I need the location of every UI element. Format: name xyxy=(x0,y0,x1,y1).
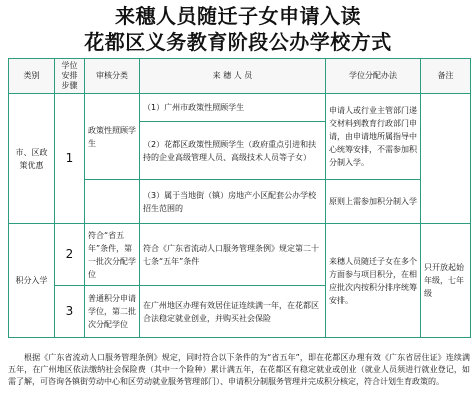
points-step2-review: 符合“省五年”条件，第一批次分配学位 xyxy=(85,224,140,286)
policy-item-2: （2）花都区政策性照顾学生（政府重点引进和扶持的企业高级管理人员、高级技术人员等子女） xyxy=(140,122,326,180)
points-step3-persons: 在广州地区办理有效居住证连续满一年，在花都区合法稳定就业创业，并购买社会保险 xyxy=(140,286,326,338)
admission-table xyxy=(8,58,471,338)
table-row xyxy=(9,224,471,286)
footnote-paragraph: 根据《广东省流动人口服务管理条例》规定，同时符合以下条件的为“省五年”，即在花都区办理有效《广东省居住证》连续满五年，在广州地区依法缴纳社会保险费（其中一个险种）累计满五年，在花都区有稳定就业或创业（就业人员须进行就业登记，如需了解，可咨询各镇街劳动中心和区劳动就业服务管理部门）、申请积分制服务管理并完成积分核定，符合计划生育政策的。 xyxy=(8,353,470,386)
points-step3-order: 3 xyxy=(55,286,85,338)
policy-remark-cell xyxy=(421,94,471,224)
points-step2-order: 2 xyxy=(55,224,85,286)
policy-review-empty-cell xyxy=(85,180,140,224)
policy-item-1: （1）广州市政策性照顾学生 xyxy=(140,94,326,122)
policy-method-b: 原则上需参加积分制入学 xyxy=(326,180,421,224)
admission-table-wrapper xyxy=(8,58,470,338)
header-category: 类别 xyxy=(9,59,55,94)
points-remark-cell: 只开放起始年级，七年级 xyxy=(421,224,471,338)
page-title-line-2: 花都区义务教育阶段公办学校方式 xyxy=(84,30,392,54)
table-header-row xyxy=(9,59,471,94)
header-order: 学位安排步骤 xyxy=(55,59,85,94)
table-row xyxy=(9,94,471,122)
policy-review-cell: 政策性照顾学生 xyxy=(85,94,140,180)
policy-order-cell: 1 xyxy=(55,94,85,224)
points-step2-persons: 符合《广东省流动人口服务管理条例》规定第二十七条“五年”条件 xyxy=(140,224,326,286)
policy-method-a: 申请人或行业主管部门递交材料到教育行政部门申请，由申请地所属指导中心统筹安排，不需参加积分制入学。 xyxy=(326,94,421,180)
header-method: 学位分配办法 xyxy=(326,59,421,94)
header-persons: 来 穗 人 员 xyxy=(140,59,326,94)
points-step3-review: 普通积分申请学位，第二批次分配学位 xyxy=(85,286,140,338)
points-category-cell: 积分入学 xyxy=(9,224,55,338)
points-method-cell: 来穗人员随迁子女在多个方面参与项目积分，在相应批次内按积分排序统筹安排。 xyxy=(326,224,421,338)
header-review: 审核分类 xyxy=(85,59,140,94)
header-remark: 备注 xyxy=(421,59,471,94)
page-title-line-1: 来穗人员随迁子女申请入读 xyxy=(115,4,361,28)
policy-category-cell: 市、区政策优惠 xyxy=(9,94,55,224)
policy-item-3: （3）属于当地街（镇）房地产小区配套公办学校招生范围的 xyxy=(140,180,326,224)
